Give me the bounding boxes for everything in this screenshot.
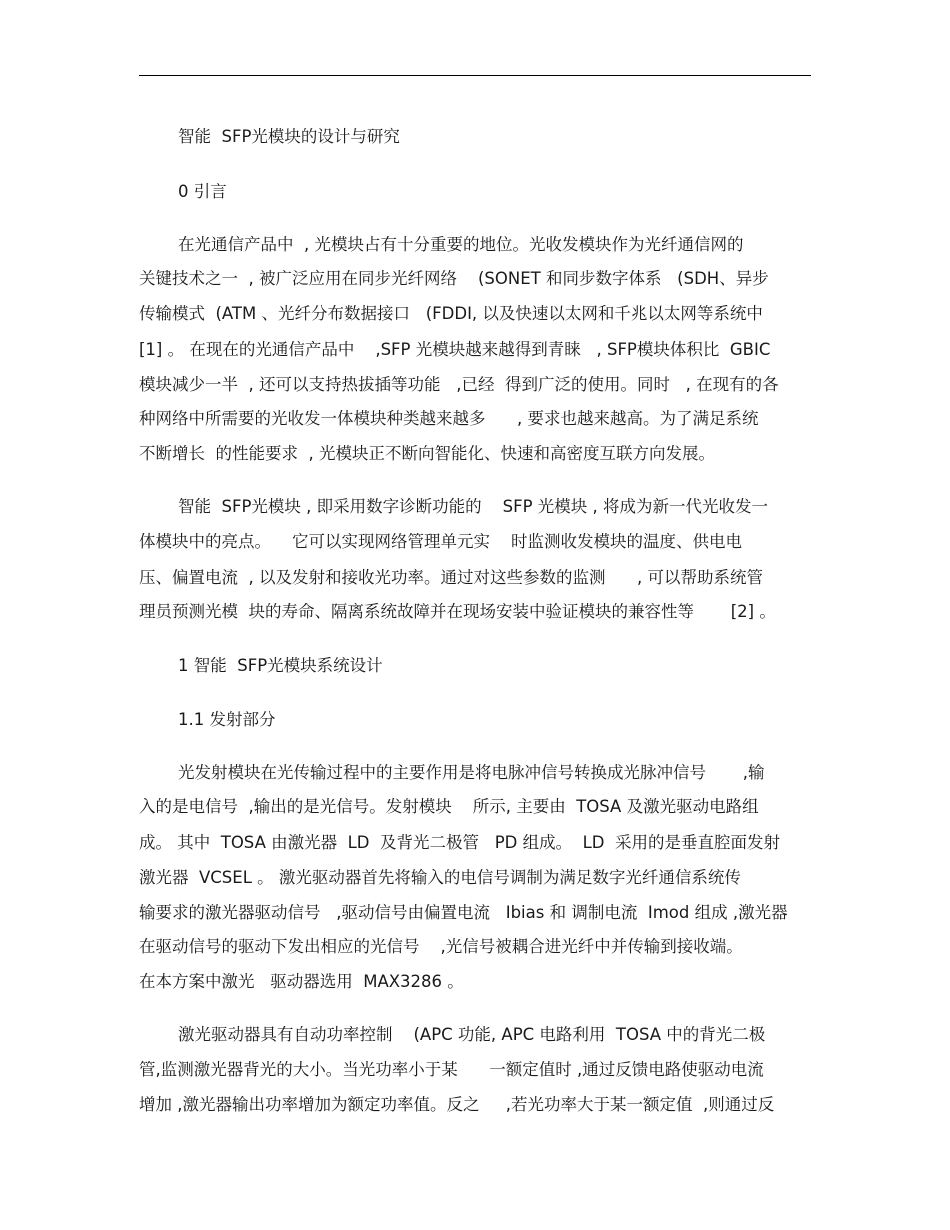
paragraph-line: 关键技术之一 , 被广泛应用在同步光纤网络 (SONET 和同步数字体系 (SDH、异步 (139, 269, 769, 288)
paragraph-line: 不断增长 的性能要求 , 光模块正不断向智能化、快速和高密度互联方向发展。 (139, 444, 715, 463)
paragraph-line: 在驱动信号的驱动下发出相应的光信号 ,光信号被耦合进光纤中并传输到接收端。 (139, 937, 743, 956)
paragraph-line: [1] 。 在现在的光通信产品中 ,SFP 光模块越来越得到青睐 , SFP模块体积比 GBIC (139, 340, 771, 359)
document-title: 智能 SFP光模块的设计与研究 (178, 127, 400, 146)
paragraph-line: 种网络中所需要的光收发一体模块种类越来越多 , 要求也越来越高。为了满足系统 (139, 409, 759, 428)
paragraph-line: 管,监测激光器背光的大小。当光功率小于某 一额定值时 ,通过反馈电路使驱动电流 (139, 1060, 764, 1079)
paragraph-line: 体模块中的亮点。 它可以实现网络管理单元实 时监测收发模块的温度、供电电 (139, 532, 742, 551)
section-heading-intro: 0 引言 (178, 182, 227, 201)
subsection-heading-transmitter: 1.1 发射部分 (178, 710, 276, 729)
paragraph-line: 成。 其中 TOSA 由激光器 LD 及背光二极管 PD 组成。 LD 采用的是垂直腔面发射 (139, 833, 781, 852)
paragraph-line: 压、偏置电流 , 以及发射和接收光功率。通过对这些参数的监测 , 可以帮助系统管 (139, 568, 763, 587)
paragraph-line: 理员预测光模 块的寿命、隔离系统故障并在现场安装中验证模块的兼容性等 [2] 。 (139, 602, 776, 621)
section-heading-system-design: 1 智能 SFP光模块系统设计 (178, 656, 383, 675)
paragraph-line: 光发射模块在光传输过程中的主要作用是将电脉冲信号转换成光脉冲信号 ,输 (178, 763, 765, 782)
header-rule (139, 75, 811, 76)
paragraph-line: 激光驱动器具有自动功率控制 (APC 功能, APC 电路利用 TOSA 中的背光二极 (178, 1025, 766, 1044)
paragraph-line: 在本方案中激光 驱动器选用 MAX3286 。 (139, 972, 464, 991)
paragraph-line: 传输模式 (ATM 、光纤分布数据接口 (FDDI, 以及快速以太网和千兆以太网等系统中 (139, 304, 763, 323)
paragraph-line: 智能 SFP光模块 , 即采用数字诊断功能的 SFP 光模块 , 将成为新一代光收发一 (178, 497, 769, 516)
paragraph-line: 激光器 VCSEL 。 激光驱动器首先将输入的电信号调制为满足数字光纤通信系统传 (139, 868, 741, 887)
paragraph-line: 增加 ,激光器输出功率增加为额定功率值。反之 ,若光功率大于某一额定值 ,则通过反 (139, 1095, 775, 1114)
paragraph-line: 入的是电信号 ,输出的是光信号。发射模块 所示, 主要由 TOSA 及激光驱动电路组 (139, 797, 759, 816)
paragraph-line: 在光通信产品中 , 光模块占有十分重要的地位。光收发模块作为光纤通信网的 (178, 235, 744, 254)
paragraph-line: 输要求的激光器驱动信号 ,驱动信号由偏置电流 Ibias 和 调制电流 Imod 组成 ,激光器 (139, 903, 788, 922)
paragraph-line: 模块减少一半 , 还可以支持热拔插等功能 ,已经 得到广泛的使用。同时 , 在现有的各 (139, 375, 779, 394)
